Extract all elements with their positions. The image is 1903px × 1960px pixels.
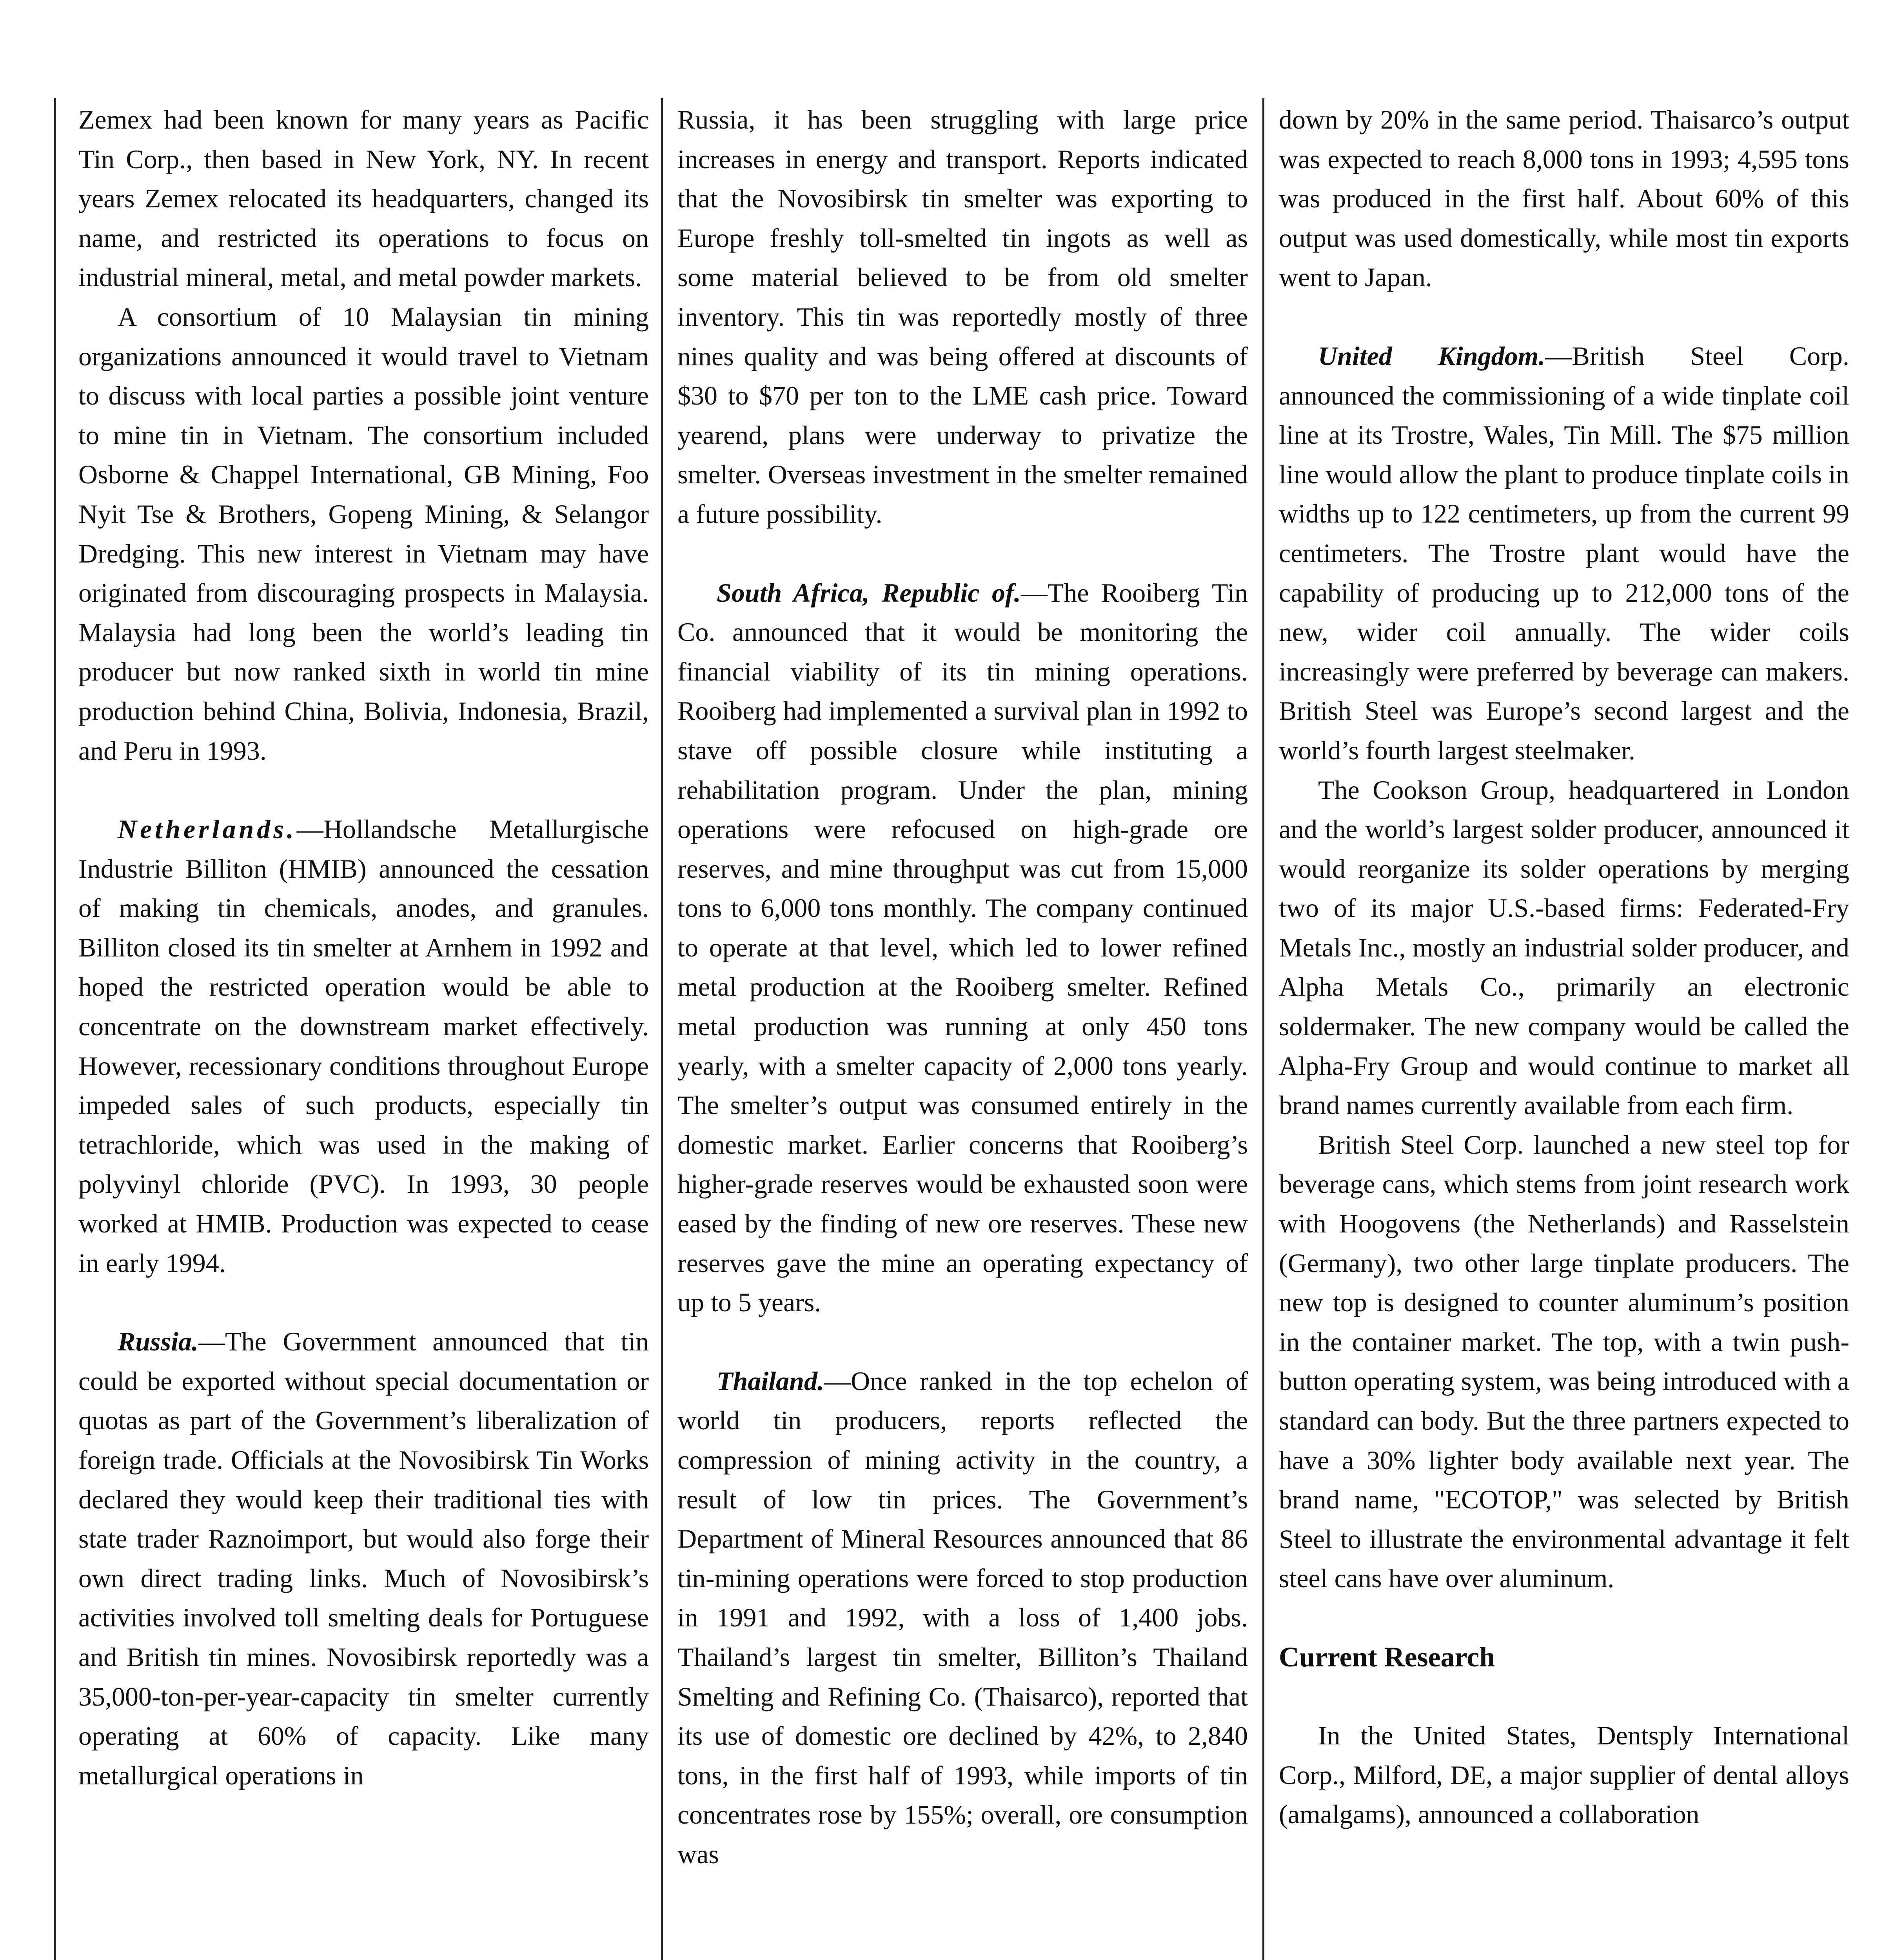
column-1 <box>78 100 649 1795</box>
section-text: —The Rooiberg Tin Co. announced that it would be monitoring the financial viability of its tin mining operations. Rooiberg had implemented a survival plan in 1992 to stave off possible closure while instituting a rehabilitation program. Under the plan, mining operations were refocused on high-grade ore reserves, and mine throughput was cut from 15,000 tons to 6,000 tons monthly. The company continued to operate at that level, which led to lower refined metal production at the Rooiberg smelter. Refined metal production was running at only 450 tons yearly, with a smelter capacity of 2,000 tons yearly. The smelter’s output was consumed entirely in the domestic market. Earlier concerns that Rooiberg’s higher-grade reserves would be exhausted soon were eased by the finding of new ore reserves. These new reserves gave the mine an operating expectancy of up to 5 years. <box>677 577 1248 1318</box>
section-heading-current-research: Current Research <box>1279 1641 1495 1673</box>
section-text: —Hollandsche Metallurgische Industrie Billiton (HMIB) announced the cessation of making tin chemicals, anodes, and granules. Billiton closed its tin smelter at Arnhem in 1992 and hoped the restricted operation would be able to concentrate on the downstream market effectively. However, recessionary conditions throughout Europe impeded sales of such products, especially tin tetrachloride, which was used in the making of polyvinyl chloride (PVC). In 1993, 30 people worked at HMIB. Production was expected to cease in early 1994. <box>78 814 649 1278</box>
paragraph: Russia, it has been struggling with large price increases in energy and transport. Reports indicated that the Novosibirsk tin smelter was exporting to Europe freshly toll-smelted tin ingots as well as some material believed to be from old smelter inventory. This tin was reportedly mostly of three nines quality and was being offered at discounts of $30 to $70 per ton to the LME cash price. Toward yearend, plans were underway to privatize the smelter. Overseas investment in the smelter remained a future possibility. <box>677 105 1248 529</box>
section-heading-netherlands: Netherlands. <box>118 814 297 844</box>
column-rule-middle-2 <box>1262 98 1264 1960</box>
uk-section <box>1279 336 1849 770</box>
paragraph: In the United States, Dentsply International Corp., Milford, DE, a major supplier of dental alloys (amalgams), announced a collaboration <box>1279 1720 1849 1829</box>
column-2 <box>677 100 1248 1874</box>
paragraph: The Cookson Group, headquartered in London and the world’s largest solder producer, announced it would reorganize its solder operations by merging two of its major U.S.-based firms: Federated-Fry Metals Inc., mostly an industrial solder producer, and Alpha Metals Co., primarily an electronic soldermaker. The new company would be called the Alpha-Fry Group and would continue to market all brand names currently available from each firm. <box>1279 775 1849 1120</box>
section-heading-russia: Russia. <box>118 1327 198 1357</box>
south-africa-section <box>677 573 1248 1322</box>
thailand-section <box>677 1361 1248 1874</box>
paragraph: A consortium of 10 Malaysian tin mining organizations announced it would travel to Vietnam to discuss with local parties a possible joint venture to mine tin in Vietnam. The consortium included Osborne & Chappel International, GB Mining, Foo Nyit Tse & Brothers, Gopeng Mining, & Selangor Dredging. This new interest in Vietnam may have originated from discouraging prospects in Malaysia. Malaysia had long been the world’s leading tin producer but now ranked sixth in world tin mine production behind China, Bolivia, Indonesia, Brazil, and Peru in 1993. <box>78 301 649 766</box>
section-heading-united-kingdom: United Kingdom. <box>1318 341 1545 371</box>
section-text: —Once ranked in the top echelon of world tin producers, reports reflected the compression of mining activity in the country, a result of low tin prices. The Government’s Department of Mineral Resources announced that 86 tin-mining operations were forced to stop production in 1991 and 1992, with a loss of 1,400 jobs. Thailand’s largest tin smelter, Billiton’s Thailand Smelting and Refining Co. (Thaisarco), reported that its use of domestic ore declined by 42%, to 2,840 tons, in the first half of 1993, while imports of tin concentrates rose by 155%; overall, ore consumption was <box>677 1366 1248 1869</box>
column-rule-left <box>54 98 56 1960</box>
russia-section <box>78 1322 649 1795</box>
section-heading-thailand: Thailand. <box>717 1366 824 1396</box>
column-3 <box>1279 100 1849 1834</box>
section-heading-south-africa: South Africa, Republic of. <box>717 577 1021 608</box>
paragraph: down by 20% in the same period. Thaisarco’s output was expected to reach 8,000 tons in 1993; 4,595 tons was produced in the first half. About 60% of this output was used domestically, while most tin exports went to Japan. <box>1279 105 1849 292</box>
section-text: —British Steel Corp. announced the commissioning of a wide tinplate coil line at its Trostre, Wales, Tin Mill. The $75 million line would allow the plant to produce tinplate coils in widths up to 122 centimeters, up from the current 99 centimeters. The Trostre plant would have the capability of producing up to 212,000 tons of the new, wider coil annually. The wider coils increasingly were preferred by beverage can makers. British Steel was Europe’s second largest and the world’s fourth largest steelmaker. <box>1279 341 1849 765</box>
netherlands-section <box>78 809 649 1283</box>
paragraph: Zemex had been known for many years as Pacific Tin Corp., then based in New York, NY. In recent years Zemex relocated its headquarters, changed its name, and restricted its operations to focus on industrial mineral, metal, and metal powder markets. <box>78 105 649 292</box>
column-rule-middle-1 <box>661 98 663 1960</box>
paragraph: British Steel Corp. launched a new steel top for beverage cans, which stems from joint research work with Hoogovens (the Netherlands) and Rasselstein (Germany), two other large tinplate producers. The new top is designed to counter aluminum’s position in the container market. The top, with a twin push-button operating system, was being introduced with a standard can body. But the three partners expected to have a 30% lighter body available next year. The brand name, "ECOTOP," was selected by British Steel to illustrate the environmental advantage it felt steel cans have over aluminum. <box>1279 1129 1849 1593</box>
section-text: —The Government announced that tin could be exported without special documentation or quotas as part of the Government’s liberalization of foreign trade. Officials at the Novosibirsk Tin Works declared they would keep their traditional ties with state trader Raznoimport, but would also forge their own direct trading links. Much of Novosibirsk’s activities involved toll smelting deals for Portuguese and British tin mines. Novosibirsk reportedly was a 35,000-ton-per-year-capacity tin smelter currently operating at 60% of capacity. Like many metallurgical operations in <box>78 1327 649 1790</box>
